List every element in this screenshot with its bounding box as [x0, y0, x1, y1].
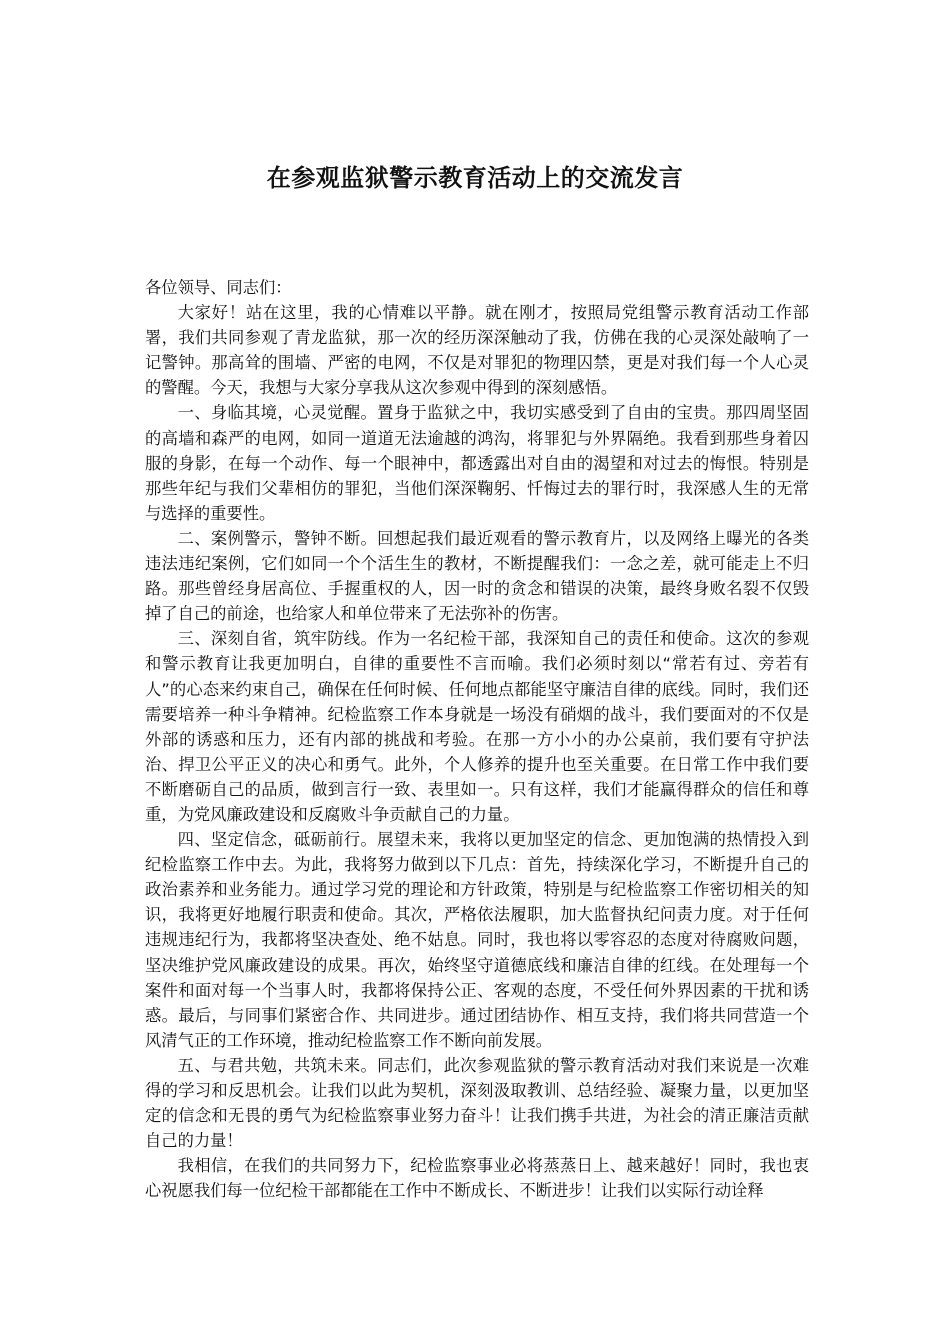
paragraph-closing: 我相信，在我们的共同努力下，纪检监察事业必将蒸蒸日上、越来越好！同时，我也衷心祝愿我们每一位纪检干部都能在工作中不断成长、不断进步！让我们以实际行动诠释 — [145, 1156, 809, 1201]
document-title: 在参观监狱警示教育活动上的交流发言 — [266, 164, 684, 192]
paragraph-section-5: 五、与君共勉，共筑未来。同志们，此次参观监狱的警示教育活动对我们来说是一次难得的学习和反思机会。让我们以此为契机，深刻汲取教训、总结经验、凝聚力量，以更加坚定的信念和无畏的勇气为纪检监察事业努力奋斗！让我们携手共进，为社会的清正廉洁贡献自己的力量！ — [145, 1055, 809, 1151]
paragraph-section-3: 三、深刻自省，筑牢防线。作为一名纪检干部，我深知自己的责任和使命。这次的参观和警示教育让我更加明白，自律的重要性不言而喻。我们必须时刻以“常若有过、旁若有人”的心态来约束自己，确保在任何时候、任何地点都能坚守廉洁自律的底线。同时，我们还需要培养一种斗争精神。纪检监察工作本身就是一场没有硝烟的战斗，我们要面对的不仅是外部的诱惑和压力，还有内部的挑战和考验。在那一方小小的办公桌前，我们要有守护法治、捍卫公平正义的决心和勇气。此外，个人修养的提升也至关重要。在日常工作中我们要不断磨砺自己的品质，做到言行一致、表里如一。只有这样，我们才能赢得群众的信任和尊重，为党风廉政建设和反腐败斗争贡献自己的力量。 — [145, 629, 809, 824]
paragraph-section-2: 二、案例警示，警钟不断。回想起我们最近观看的警示教育片，以及网络上曝光的各类违法违纪案例，它们如同一个个活生生的教材，不断提醒我们：一念之差，就可能走上不归路。那些曾经身居高位、手握重权的人，因一时的贪念和错误的决策，最终身败名裂不仅毁掉了自己的前途，也给家人和单位带来了无法弥补的伤害。 — [145, 528, 809, 624]
salutation: 各位领导、同志们： — [145, 278, 292, 297]
paragraph-section-4: 四、坚定信念，砥砺前行。展望未来，我将以更加坚定的信念、更加饱满的热情投入到纪检监察工作中去。为此，我将努力做到以下几点：首先，持续深化学习，不断提升自己的政治素养和业务能力。通过学习党的理论和方针政策，特别是与纪检监察工作密切相关的知识，我将更好地履行职责和使命。其次，严格依法履职，加大监督执纪问责力度。对于任何违规违纪行为，我都将坚决查处、绝不姑息。同时，我也将以零容忍的态度对待腐败问题，坚决维护党风廉政建设的成果。再次，始终坚守道德底线和廉洁自律的红线。在处理每一个案件和面对每一个当事人时，我都将保持公正、客观的态度，不受任何外界因素的干扰和诱惑。最后，与同事们紧密合作、共同进步。通过团结协作、相互支持，我们将共同营造一个风清气正的工作环境，推动纪检监察工作不断向前发展。 — [145, 830, 809, 1050]
document-body — [145, 275, 809, 1203]
paragraph-opening: 大家好！站在这里，我的心情难以平静。就在刚才，按照局党组警示教育活动工作部署，我们共同参观了青龙监狱，那一次的经历深深触动了我，仿佛在我的心灵深处敲响了一记警钟。那高耸的围墙、严密的电网，不仅是对罪犯的物理囚禁，更是对我们每一个人心灵的警醒。今天，我想与大家分享我从这次参观中得到的深刻感悟。 — [145, 303, 809, 398]
paragraph-section-1: 一、身临其境，心灵觉醒。置身于监狱之中，我切实感受到了自由的宝贵。那四周坚固的高墙和森严的电网，如同一道道无法逾越的鸿沟，将罪犯与外界隔绝。我看到那些身着囚服的身影，在每一个动作、每一个眼神中，都透露出对自由的渴望和对过去的悔恨。特别是那些年纪与我们父辈相仿的罪犯，当他们深深鞠躬、忏悔过去的罪行时，我深感人生的无常与选择的重要性。 — [145, 403, 809, 523]
